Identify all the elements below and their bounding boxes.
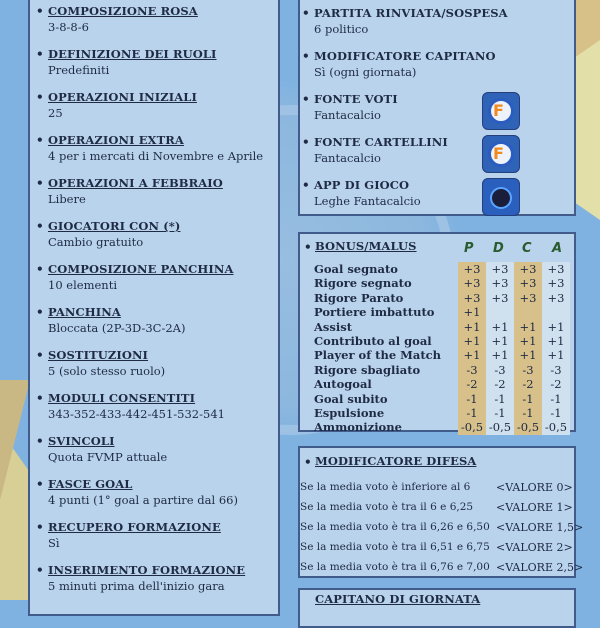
rule-label: OPERAZIONI INIZIALI xyxy=(48,90,197,104)
bonus-value: -0,5 xyxy=(514,420,542,434)
rule-value: 4 per i mercati di Novembre e Aprile xyxy=(48,149,264,163)
bullet: • xyxy=(36,348,44,362)
bullet: • xyxy=(36,4,44,18)
rule-item xyxy=(36,219,181,249)
rule-value: Predefiniti xyxy=(48,63,110,77)
fantacalcio-logo-icon: F xyxy=(482,92,520,130)
difesa-condition: Se la media voto è tra il 6 e 6,25 xyxy=(300,501,474,513)
difesa-condition: Se la media voto è tra il 6,76 e 7,00 xyxy=(300,561,490,573)
rule-value: Sì xyxy=(48,536,60,550)
bonus-value: +3 xyxy=(486,291,514,305)
role-header-p: P xyxy=(464,241,474,256)
difesa-value: <VALORE 1> xyxy=(496,501,573,514)
rule-value: 3-8-8-6 xyxy=(48,20,89,34)
rule-label: OPERAZIONI EXTRA xyxy=(48,133,184,147)
info-label: APP DI GIOCO xyxy=(314,178,410,192)
bonus-value: +1 xyxy=(486,334,514,348)
table-row xyxy=(314,406,570,420)
info-item xyxy=(302,92,398,122)
bonus-value: +1 xyxy=(514,320,542,334)
info-value: Fantacalcio xyxy=(314,108,381,122)
table-row xyxy=(314,262,570,276)
info-item xyxy=(302,135,448,165)
bonus-value: -3 xyxy=(514,363,542,377)
bonus-value: -1 xyxy=(458,392,486,406)
rule-label: OPERAZIONI A FEBBRAIO xyxy=(48,176,223,190)
table-row xyxy=(314,276,570,290)
bonus-value: +1 xyxy=(542,320,570,334)
bonus-value: +1 xyxy=(458,305,486,319)
bonus-value: -1 xyxy=(514,392,542,406)
bonus-value: -2 xyxy=(458,377,486,391)
rule-item xyxy=(36,477,238,507)
rule-item xyxy=(36,262,234,292)
bonus-value: +1 xyxy=(458,348,486,362)
bullet: • xyxy=(36,262,44,276)
bonus-value: +1 xyxy=(486,320,514,334)
leghe-fantacalcio-app-icon xyxy=(482,178,520,216)
bullet: • xyxy=(36,176,44,190)
bullet: • xyxy=(302,6,310,20)
bullet: • xyxy=(36,520,44,534)
bonus-value: +3 xyxy=(514,291,542,305)
bonus-value: -1 xyxy=(542,406,570,420)
bonus-name: Goal segnato xyxy=(314,262,398,276)
bonus-malus-title: BONUS/MALUS xyxy=(315,239,417,253)
bonus-name: Player of the Match xyxy=(314,348,441,363)
bonus-value: -3 xyxy=(486,363,514,377)
fantacalcio-logo-icon: F xyxy=(482,135,520,173)
rule-label: SOSTITUZIONI xyxy=(48,348,149,362)
rule-label: MODULI CONSENTITI xyxy=(48,391,196,405)
info-label: FONTE VOTI xyxy=(314,92,398,106)
table-row xyxy=(314,392,570,406)
bonus-value xyxy=(486,305,514,319)
difesa-title: MODIFICATORE DIFESA xyxy=(315,454,477,468)
rule-item xyxy=(36,563,246,593)
table-row xyxy=(314,420,570,434)
bonus-name: Contributo al goal xyxy=(314,334,432,349)
rule-item xyxy=(36,47,217,77)
rule-label: COMPOSIZIONE ROSA xyxy=(48,4,198,18)
role-header-c: C xyxy=(522,241,532,256)
bonus-malus-table xyxy=(314,262,570,435)
bonus-value: +3 xyxy=(514,276,542,290)
rule-label: FASCE GOAL xyxy=(48,477,133,491)
difesa-value: <VALORE 0> xyxy=(496,481,573,494)
rule-value: Libere xyxy=(48,192,86,206)
bullet: • xyxy=(302,135,310,149)
bonus-value: +3 xyxy=(486,262,514,276)
bullet: • xyxy=(36,219,44,233)
role-header-a: A xyxy=(552,241,563,256)
left-rules-panel xyxy=(28,0,280,616)
bonus-value: +1 xyxy=(458,334,486,348)
rule-value: Cambio gratuito xyxy=(48,235,144,249)
table-row xyxy=(314,348,570,362)
bonus-value: -3 xyxy=(458,363,486,377)
bonus-name: Portiere imbattuto xyxy=(314,305,435,320)
rule-value: Bloccata (2P-3D-3C-2A) xyxy=(48,321,186,335)
bonus-value: -0,5 xyxy=(486,420,514,434)
rule-value: Quota FVMP attuale xyxy=(48,450,168,464)
rule-item xyxy=(36,90,197,120)
bonus-value: -2 xyxy=(542,377,570,391)
bullet: • xyxy=(36,434,44,448)
bonus-value: +3 xyxy=(542,276,570,290)
bullet: • xyxy=(36,47,44,61)
bonus-value: -1 xyxy=(486,406,514,420)
bonus-name: Assist xyxy=(314,319,353,334)
rule-item xyxy=(36,4,198,34)
rule-item xyxy=(36,176,223,206)
table-row xyxy=(314,320,570,334)
bullet: • xyxy=(302,178,310,192)
rule-label: COMPOSIZIONE PANCHINA xyxy=(48,262,234,276)
bonus-value: -1 xyxy=(486,392,514,406)
info-value: 6 politico xyxy=(314,22,369,36)
rule-value: 25 xyxy=(48,106,63,120)
bonus-name: Rigore sbagliato xyxy=(314,362,421,377)
rule-label: SVINCOLI xyxy=(48,434,115,448)
bonus-value: +1 xyxy=(458,320,486,334)
info-value: Leghe Fantacalcio xyxy=(314,194,421,208)
info-label: PARTITA RINVIATA/SOSPESA xyxy=(314,6,508,20)
bonus-value: -1 xyxy=(458,406,486,420)
bonus-value xyxy=(514,305,542,319)
bullet: • xyxy=(302,49,310,63)
bonus-value: +3 xyxy=(458,291,486,305)
bonus-value: -1 xyxy=(542,392,570,406)
bonus-value: +3 xyxy=(486,276,514,290)
bonus-name: Goal subito xyxy=(314,391,388,406)
rule-item xyxy=(36,133,264,163)
bonus-value: +1 xyxy=(542,334,570,348)
difesa-condition: Se la media voto è tra il 6,26 e 6,50 xyxy=(300,521,490,533)
bonus-value: +3 xyxy=(458,276,486,290)
info-item xyxy=(302,178,421,208)
decorative-triangle xyxy=(0,380,30,500)
rule-value: 10 elementi xyxy=(48,278,117,292)
bullet: • xyxy=(36,133,44,147)
info-value: Fantacalcio xyxy=(314,151,381,165)
info-label: MODIFICATORE CAPITANO xyxy=(314,49,496,63)
table-row xyxy=(314,305,570,319)
role-header-d: D xyxy=(493,241,504,256)
rule-label: GIOCATORI CON (*) xyxy=(48,219,181,233)
rule-value: 5 (solo stesso ruolo) xyxy=(48,364,166,378)
bullet: • xyxy=(36,90,44,104)
bonus-value: +3 xyxy=(542,262,570,276)
rule-value: 4 punti (1° goal a partire dal 66) xyxy=(48,493,238,507)
info-label: FONTE CARTELLINI xyxy=(314,135,448,149)
bonus-value: +3 xyxy=(458,262,486,276)
bullet: • xyxy=(36,477,44,491)
rule-item xyxy=(36,348,166,378)
difesa-condition: Se la media voto è inferiore al 6 xyxy=(300,481,471,493)
info-value: Sì (ogni giornata) xyxy=(314,65,417,79)
bonus-value: -3 xyxy=(542,363,570,377)
bonus-value: -1 xyxy=(514,406,542,420)
bonus-value: -2 xyxy=(514,377,542,391)
rule-label: INSERIMENTO FORMAZIONE xyxy=(48,563,246,577)
table-row xyxy=(314,377,570,391)
bonus-name: Rigore segnato xyxy=(314,276,412,291)
bonus-value: +3 xyxy=(542,291,570,305)
difesa-condition: Se la media voto è tra il 6,51 e 6,75 xyxy=(300,541,490,553)
rule-item xyxy=(36,434,168,464)
difesa-value: <VALORE 2,5> xyxy=(496,561,584,574)
table-row xyxy=(314,363,570,377)
bonus-name: Espulsione xyxy=(314,406,385,421)
bonus-value: -0,5 xyxy=(542,420,570,434)
bonus-name: Ammonizione xyxy=(314,420,402,435)
info-item xyxy=(302,6,508,36)
bullet: • xyxy=(36,391,44,405)
rule-item xyxy=(36,520,221,550)
difesa-value: <VALORE 2> xyxy=(496,541,573,554)
bullet: • xyxy=(36,563,44,577)
bullet: • xyxy=(36,305,44,319)
info-item xyxy=(302,49,496,79)
rule-label: RECUPERO FORMAZIONE xyxy=(48,520,221,534)
rule-value: 343-352-433-442-451-532-541 xyxy=(48,407,225,421)
bonus-value: -0,5 xyxy=(458,420,486,434)
bonus-value: +3 xyxy=(514,262,542,276)
rule-label: DEFINIZIONE DEI RUOLI xyxy=(48,47,217,61)
bonus-value: +1 xyxy=(542,348,570,362)
table-row xyxy=(314,291,570,305)
rule-item xyxy=(36,305,186,335)
bonus-name: Rigore Parato xyxy=(314,290,404,305)
bullet: • xyxy=(302,92,310,106)
rule-label: PANCHINA xyxy=(48,305,121,319)
bonus-value xyxy=(542,305,570,319)
bonus-name: Autogoal xyxy=(314,377,372,392)
bonus-value: -2 xyxy=(486,377,514,391)
capitano-title: CAPITANO DI GIORNATA xyxy=(315,592,481,606)
bonus-value: +1 xyxy=(486,348,514,362)
rule-item xyxy=(36,391,225,421)
bonus-value: +1 xyxy=(514,334,542,348)
rule-value: 5 minuti prima dell'inizio gara xyxy=(48,579,225,593)
table-row xyxy=(314,334,570,348)
difesa-value: <VALORE 1,5> xyxy=(496,521,584,534)
bonus-value: +1 xyxy=(514,348,542,362)
